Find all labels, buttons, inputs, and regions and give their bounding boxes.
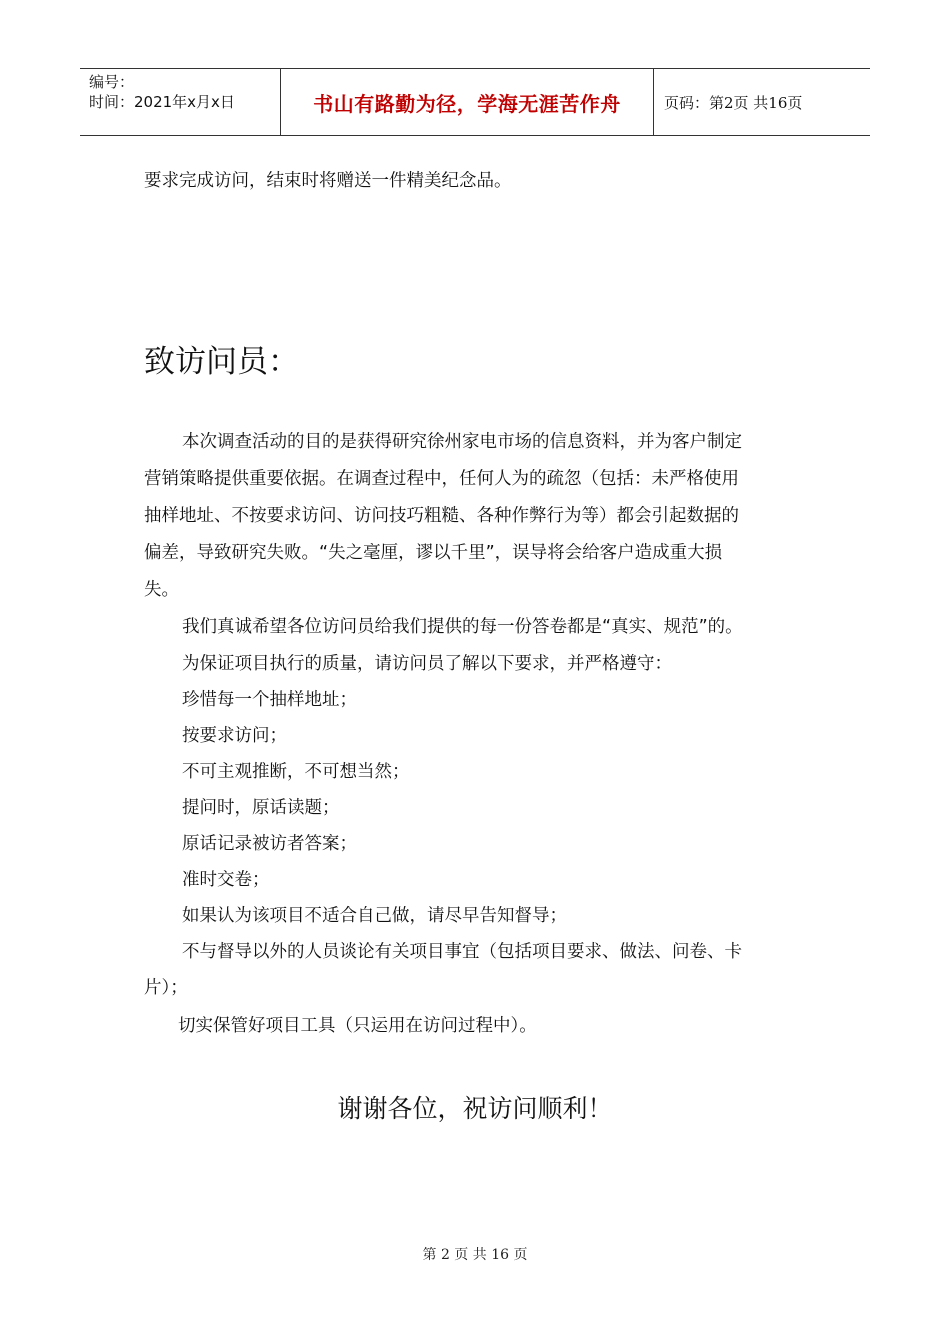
para1-line-2: 营销策略提供重要依据。在调查过程中，任何人为的疏忽（包括：未严格使用 bbox=[144, 469, 739, 489]
para2: 我们真诚希望各位访问员给我们提供的每一份答卷都是“真实、规范”的。 bbox=[182, 617, 743, 637]
para1-line-4: 偏差，导致研究失败。“失之毫厘，谬以千里”，误导将会给客户造成重大损 bbox=[144, 543, 723, 563]
rule-item-line-2: 片）； bbox=[144, 978, 188, 998]
page-footer: 第 2 页 共 16 页 bbox=[422, 1247, 528, 1263]
rule-item: 原话记录被访者答案； bbox=[182, 834, 357, 854]
rule-item: 准时交卷； bbox=[182, 870, 270, 890]
rule-item: 按要求访问； bbox=[182, 726, 287, 746]
section-title: 致访问员： bbox=[144, 344, 299, 380]
para1-line-5: 失。 bbox=[144, 580, 179, 600]
rule-item: 珍惜每一个抽样地址； bbox=[182, 690, 357, 710]
continued-paragraph: 要求完成访问，结束时将赠送一件精美纪念品。 bbox=[144, 171, 512, 191]
document-number-label: 编号： bbox=[89, 73, 135, 91]
closing-line: 谢谢各位，祝访问顺利！ bbox=[337, 1094, 613, 1123]
rule-item: 提问时，原话读题； bbox=[182, 798, 340, 818]
page-header bbox=[80, 68, 870, 136]
rule-item: 切实保管好项目工具（只运用在访问过程中）。 bbox=[178, 1016, 537, 1036]
para1-line-1: 本次调查活动的目的是获得研究徐州家电市场的信息资料，并为客户制定 bbox=[182, 432, 742, 452]
para3: 为保证项目执行的质量，请访问员了解以下要求，并严格遵守： bbox=[182, 654, 672, 674]
rule-item-line-1: 不与督导以外的人员谈论有关项目事宜（包括项目要求、做法、问卷、卡 bbox=[182, 942, 742, 962]
para1-line-3: 抽样地址、不按要求访问、访问技巧粗糙、各种作弊行为等）都会引起数据的 bbox=[144, 506, 739, 526]
rule-item: 不可主观推断，不可想当然； bbox=[182, 762, 410, 782]
header-page-info: 页码：第2页 共16页 bbox=[664, 93, 803, 112]
header-left-cell bbox=[80, 69, 281, 135]
document-date: 时间：2021年x月x日 bbox=[89, 93, 235, 111]
rule-item: 如果认为该项目不适合自己做，请尽早告知督导； bbox=[182, 906, 567, 926]
header-motto: 书山有路勤为径，学海无涯苦作舟 bbox=[281, 69, 654, 135]
